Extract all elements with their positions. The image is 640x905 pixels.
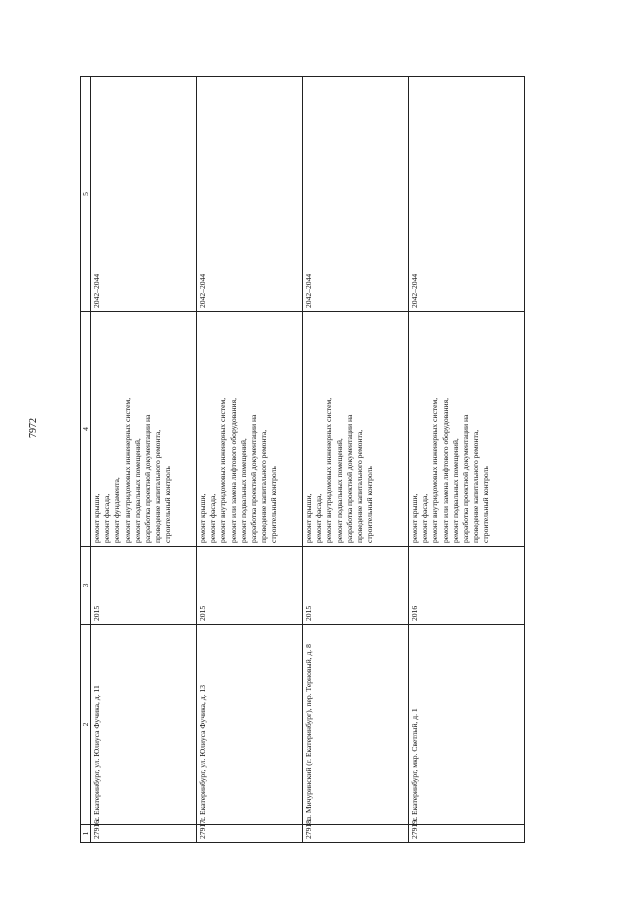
year-cell: 2016 — [409, 547, 525, 625]
rotated-table-wrapper — [80, 77, 520, 843]
work-item: ремонт крыши, — [410, 493, 419, 543]
table-row — [91, 77, 197, 843]
work-item: разработка проектной документации на — [461, 414, 471, 543]
work-item: строительный контроль — [365, 466, 375, 543]
work-item: ремонт подвальных помещений, — [238, 438, 248, 543]
work-item: проведение капитального ремонта, — [471, 429, 481, 543]
table-row — [409, 77, 525, 843]
table-body — [91, 77, 525, 843]
work-item: разработка проектной документации на — [249, 414, 259, 543]
period-cell: 2042–2044 — [91, 77, 197, 312]
table-row — [197, 77, 303, 843]
period-cell: 2042–2044 — [303, 77, 409, 312]
address-cell: г. Екатеринбург, мкр. Светлый, д. 1 — [409, 625, 525, 825]
period-cell: 2042–2044 — [409, 77, 525, 312]
work-item: ремонт фасада, — [208, 493, 218, 543]
work-item: ремонт фасада, — [420, 493, 430, 543]
column-header-1: 1 — [81, 825, 91, 843]
table-row — [303, 77, 409, 843]
column-header-3: 3 — [81, 547, 91, 625]
row-number: 27917. — [197, 825, 303, 843]
work-item: проведение капитального ремонта, — [355, 429, 365, 543]
address-cell: г. Екатеринбург, ул. Юлиуса Фучика, д. 13 — [197, 625, 303, 825]
work-item: ремонт подвальных помещений, — [450, 438, 460, 543]
work-item: ремонт внутридомовых инженерных систем, — [324, 397, 334, 543]
work-item: ремонт фасада, — [314, 493, 324, 543]
work-item: проведение капитального ремонта, — [259, 429, 269, 543]
column-header-4: 4 — [81, 312, 91, 547]
work-item: разработка проектной документации на — [344, 414, 354, 543]
work-item: ремонт крыши, — [198, 493, 207, 543]
work-item: ремонт или замена лифтового оборудования, — [440, 398, 450, 543]
period-cell: 2042–2044 — [197, 77, 303, 312]
column-header-2: 2 — [81, 625, 91, 825]
work-item: ремонт внутридомовых инженерных систем, — [430, 397, 440, 543]
work-item: ремонт крыши, — [304, 493, 313, 543]
work-item: строительный контроль — [163, 466, 173, 543]
header-row — [81, 77, 91, 843]
work-item: ремонт или замена лифтового оборудования, — [228, 398, 238, 543]
works-cell — [409, 312, 525, 547]
work-item: ремонт фундамента, — [112, 477, 122, 543]
row-number: 27918. — [303, 825, 409, 843]
work-item: ремонт подвальных помещений, — [132, 438, 142, 543]
year-cell: 2015 — [197, 547, 303, 625]
row-number: 27916. — [91, 825, 197, 843]
works-cell — [303, 312, 409, 547]
work-item: ремонт внутридомовых инженерных систем, — [122, 397, 132, 543]
address-cell: г. Екатеринбург, ул. Юлиуса Фучика, д. 11 — [91, 625, 197, 825]
row-number: 27919. — [409, 825, 525, 843]
work-item: проведение капитального ремонта, — [153, 429, 163, 543]
year-cell: 2015 — [303, 547, 409, 625]
work-item: ремонт фасада, — [102, 493, 112, 543]
repair-schedule-table — [80, 76, 525, 843]
column-header-5: 5 — [81, 77, 91, 312]
work-item: разработка проектной документации на — [143, 414, 153, 543]
year-cell: 2015 — [91, 547, 197, 625]
work-item: строительный контроль — [481, 466, 491, 543]
works-cell — [197, 312, 303, 547]
page-number: 7972 — [28, 418, 39, 438]
work-item: ремонт крыши, — [92, 493, 101, 543]
work-item: строительный контроль — [269, 466, 279, 543]
work-item: ремонт внутридомовых инженерных систем, — [218, 397, 228, 543]
works-cell — [91, 312, 197, 547]
address-cell: п. Мичуринский (г. Екатеринбург), пер. Терновый, д. 8 — [303, 625, 409, 825]
work-item: ремонт подвальных помещений, — [334, 438, 344, 543]
